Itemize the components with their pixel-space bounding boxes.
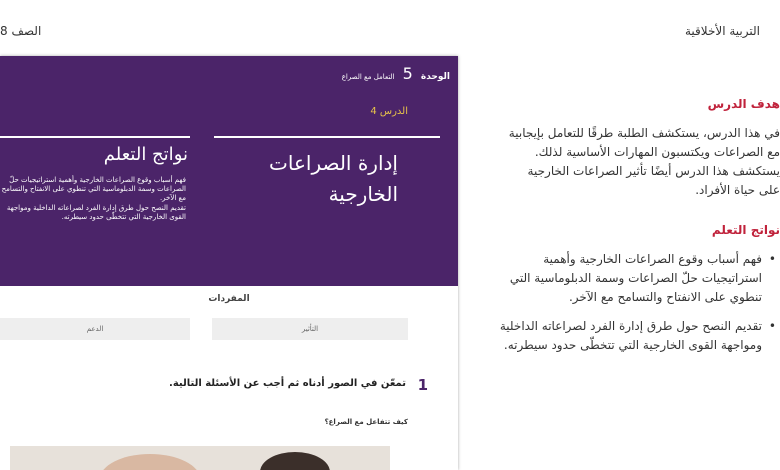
- outcomes-list: [0, 176, 196, 223]
- unit-number: 5: [402, 64, 413, 83]
- vocab-item: التأثير: [212, 318, 408, 340]
- page-preview: [0, 56, 458, 470]
- person-shape: [260, 452, 330, 470]
- goal-title: هدف الدرس: [707, 97, 780, 111]
- divider-line: [0, 136, 190, 138]
- conflict-photo: [10, 446, 390, 470]
- vocab-item: الدعم: [0, 318, 190, 340]
- goal-text: في هذا الدرس، يستكشف الطلبة طرقًا للتعامل بإيجابية مع الصراعات ويكتسبون المهارات الأساسية لذلك. يستكشف هذا الدرس أيضًا تأثير الصراعات الخارجية على حياة الأفراد.: [508, 126, 780, 197]
- vocab-title: المفردات: [208, 294, 250, 304]
- question-subtitle: كيف تتفاعل مع الصراع؟: [324, 418, 408, 426]
- person-shape: [100, 454, 200, 470]
- unit-title: التعامل مع الصراع: [341, 73, 395, 81]
- unit-label: الوحدة: [420, 72, 450, 82]
- question-number: 1: [417, 376, 428, 394]
- divider-line: [214, 136, 440, 138]
- outcome-bullet: • تقديم النصح حول طرق إدارة الفرد لصراعاته الداخلية ومواجهة القوى الخارجية التي تتخطّى حدود سيطرته.: [496, 317, 776, 355]
- outcomes-heading: نواتج التعلم: [711, 223, 780, 237]
- outcome-bullet: • فهم أسباب وقوع الصراعات الخارجية وأهمية استراتيجيات حلّ الصراعات وسمة الدبلوماسية التي تنطوي على الانفتاح والتسامح مع الآخر.: [496, 250, 776, 307]
- outcome-item: فهم أسباب وقوع الصراعات الخارجية وأهمية استراتيجيات حلّ الصراعات وسمة الدبلوماسية التي تنطوي على الانفتاح والتسامح مع الآخر.: [1, 176, 186, 202]
- lesson-title: إدارة الصراعات الخارجية: [269, 151, 398, 206]
- outcome-item: تقديم النصح حول طرق إدارة الفرد لصراعاته الداخلية ومواجهة القوى الخارجية التي تتخطّى حدود سيطرته.: [6, 204, 186, 221]
- unit-row: [342, 64, 450, 83]
- lesson-number: الدرس 4: [370, 106, 408, 117]
- lesson-banner: [0, 56, 458, 286]
- outcomes-title: نواتج التعلم: [103, 144, 188, 165]
- subject-header: التربية الأخلاقية: [685, 24, 760, 38]
- grade-header: الصف 8: [0, 24, 42, 38]
- question-text: تمعّن في الصور أدناه ثم أجب عن الأسئلة التالية.: [169, 378, 406, 389]
- outcomes-bullets: [496, 250, 776, 365]
